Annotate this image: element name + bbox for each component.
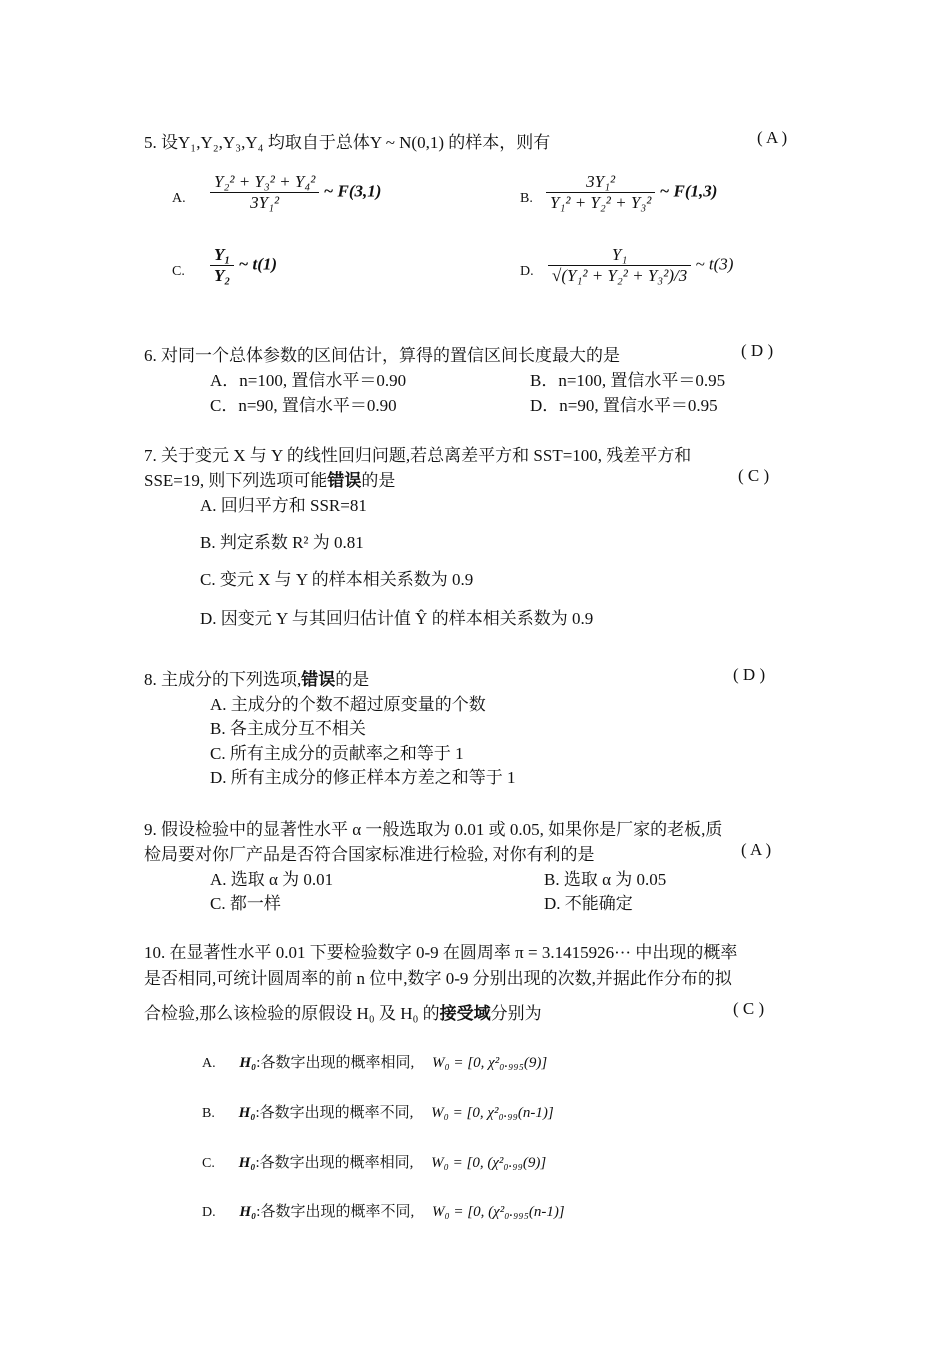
q10-c-region: W₀ = [0, (χ²₀.₉₉(9)] [431,1155,547,1171]
q5-answer: ( A ) [757,128,788,147]
q7-stem-line2 [144,466,395,491]
q5-c-denominator: Y₂ [214,266,231,285]
q6-option-b: B．n=100, 置信水平＝0.95 [530,371,726,390]
q5-d-numerator: Y₁ [548,245,691,266]
q5-b-numerator: 3Y₁² [546,172,655,193]
q8-stem [144,665,369,690]
q10-d-label: D. [202,1205,216,1220]
q10-b-text: :各数字出现的概率不同, [255,1105,414,1121]
q7-emphasis: 错误 [327,471,362,490]
q9-option-d: D. 不能确定 [544,894,633,913]
q5-c-distribution: ~ t(1) [238,254,278,274]
q7-option-c: C. 变元 X 与 Y 的样本相关系数为 0.9 [200,570,474,589]
q5-a-distribution: ~ F(3,1) [323,181,382,201]
q5-d-distribution: ~ t(3) [695,254,734,274]
q9-option-c: C. 都一样 [210,894,281,913]
q8-option-a: A. 主成分的个数不超过原变量的个数 [210,695,486,714]
q10-stem-line3 [144,999,542,1024]
q10-d-h0: H₀ [239,1204,257,1220]
q5-option-a [210,172,381,213]
q9-stem-line1: 9. 假设检验中的显著性水平 α 一般选取为 0.01 或 0.05, 如果你是厂家的老板,质 [144,820,723,839]
q6-option-c: C．n=90, 置信水平＝0.90 [210,396,397,415]
q7-option-d: D. 因变元 Y 与其回归估计值 Ŷ 的样本相关系数为 0.9 [200,609,594,628]
q10-c-text: :各数字出现的概率相同, [255,1155,414,1171]
q10-option-b [202,1101,554,1122]
q5-option-b [546,172,717,213]
q9-option-a: A. 选取 α 为 0.01 [210,870,334,889]
q5-c-numerator: Y₁ [210,245,234,266]
q10-emphasis: 接受域 [439,1004,491,1023]
q10-stem-post: 分别为 [490,1004,542,1023]
q5-d-denominator: √(Y₁² + Y₂² + Y₃²)/3 [552,266,688,285]
q10-a-h0: H₀ [239,1055,257,1071]
q10-stem-line1: 10. 在显著性水平 0.01 下要检验数字 0-9 在圆周率 π = 3.1415926··· 中出现的概率 [144,943,738,962]
q8-option-c: C. 所有主成分的贡献率之和等于 1 [210,744,464,763]
q5-option-d [548,245,733,286]
q5-option-d-label: D. [520,264,534,279]
q6-option-a: A．n=100, 置信水平＝0.90 [210,371,407,390]
q10-option-d [202,1200,565,1221]
q5-b-denominator: Y₁² + Y₂² + Y₃² [550,193,652,212]
q7-option-a: A. 回归平方和 SSR=81 [200,496,367,515]
q7-answer: ( C ) [738,466,770,485]
q10-d-region: W₀ = [0, (χ²₀.₉₉₅(n-1)] [431,1204,565,1220]
q5-option-a-label: A. [172,191,186,206]
q8-stem-post: 的是 [335,670,370,689]
q10-stem-pre: 合检验,那么该检验的原假设 H₀ 及 H₀ 的 [144,1004,440,1023]
q8-option-d: D. 所有主成分的修正样本方差之和等于 1 [210,768,516,787]
q7-stem-line1: 7. 关于变元 X 与 Y 的线性回归问题,若总离差平方和 SST=100, 残差平方和 [144,446,692,465]
q10-b-h0: H₀ [238,1105,256,1121]
q10-a-label: A. [202,1056,216,1071]
q9-stem-line2: 检局要对你厂产品是否符合国家标准进行检验, 对你有利的是 [144,845,595,864]
q5-a-denominator: 3Y₁² [250,193,280,212]
q8-emphasis: 错误 [301,670,336,689]
q8-option-b: B. 各主成分互不相关 [210,719,366,738]
q10-c-h0: H₀ [238,1155,256,1171]
q8-answer: ( D ) [733,665,766,684]
q10-a-text: :各数字出现的概率相同, [256,1055,415,1071]
q5-b-distribution: ~ F(1,3) [659,181,718,201]
q10-option-a [202,1051,547,1072]
q6-option-d: D．n=90, 置信水平＝0.95 [530,396,718,415]
q9-answer: ( A ) [741,840,772,859]
q10-a-region: W₀ = [0, χ²₀.₉₉₅(9)] [431,1055,548,1071]
q8-stem-pre: 8. 主成分的下列选项, [144,670,302,689]
q7-stem-post: 的是 [361,471,396,490]
q5-option-c-label: C. [172,264,185,279]
q10-option-c [202,1151,546,1172]
q7-option-b: B. 判定系数 R² 为 0.81 [200,533,364,552]
q5-a-numerator: Y₂² + Y₃² + Y₄² [210,172,319,193]
q10-b-region: W₀ = [0, χ²₀.₉₉(n-1)] [431,1105,554,1121]
q5-stem: 5. 设Y₁,Y₂,Y₃,Y₄ 均取自于总体Y ~ N(0,1) 的样本，则有 [144,133,551,152]
q6-stem: 6. 对同一个总体参数的区间估计，算得的置信区间长度最大的是 [144,346,620,365]
q7-stem-pre: SSE=19, 则下列选项可能 [144,471,328,490]
q6-answer: ( D ) [741,341,774,360]
q10-d-text: :各数字出现的概率不同, [256,1204,415,1220]
q5-option-c [210,245,277,286]
q9-option-b: B. 选取 α 为 0.05 [544,870,667,889]
q10-b-label: B. [202,1106,215,1121]
q5-option-b-label: B. [520,191,533,206]
q10-answer: ( C ) [733,999,765,1018]
q10-c-label: C. [202,1156,215,1171]
q10-stem-line2: 是否相同,可统计圆周率的前 n 位中,数字 0-9 分别出现的次数,并据此作分布的拟 [144,969,732,988]
